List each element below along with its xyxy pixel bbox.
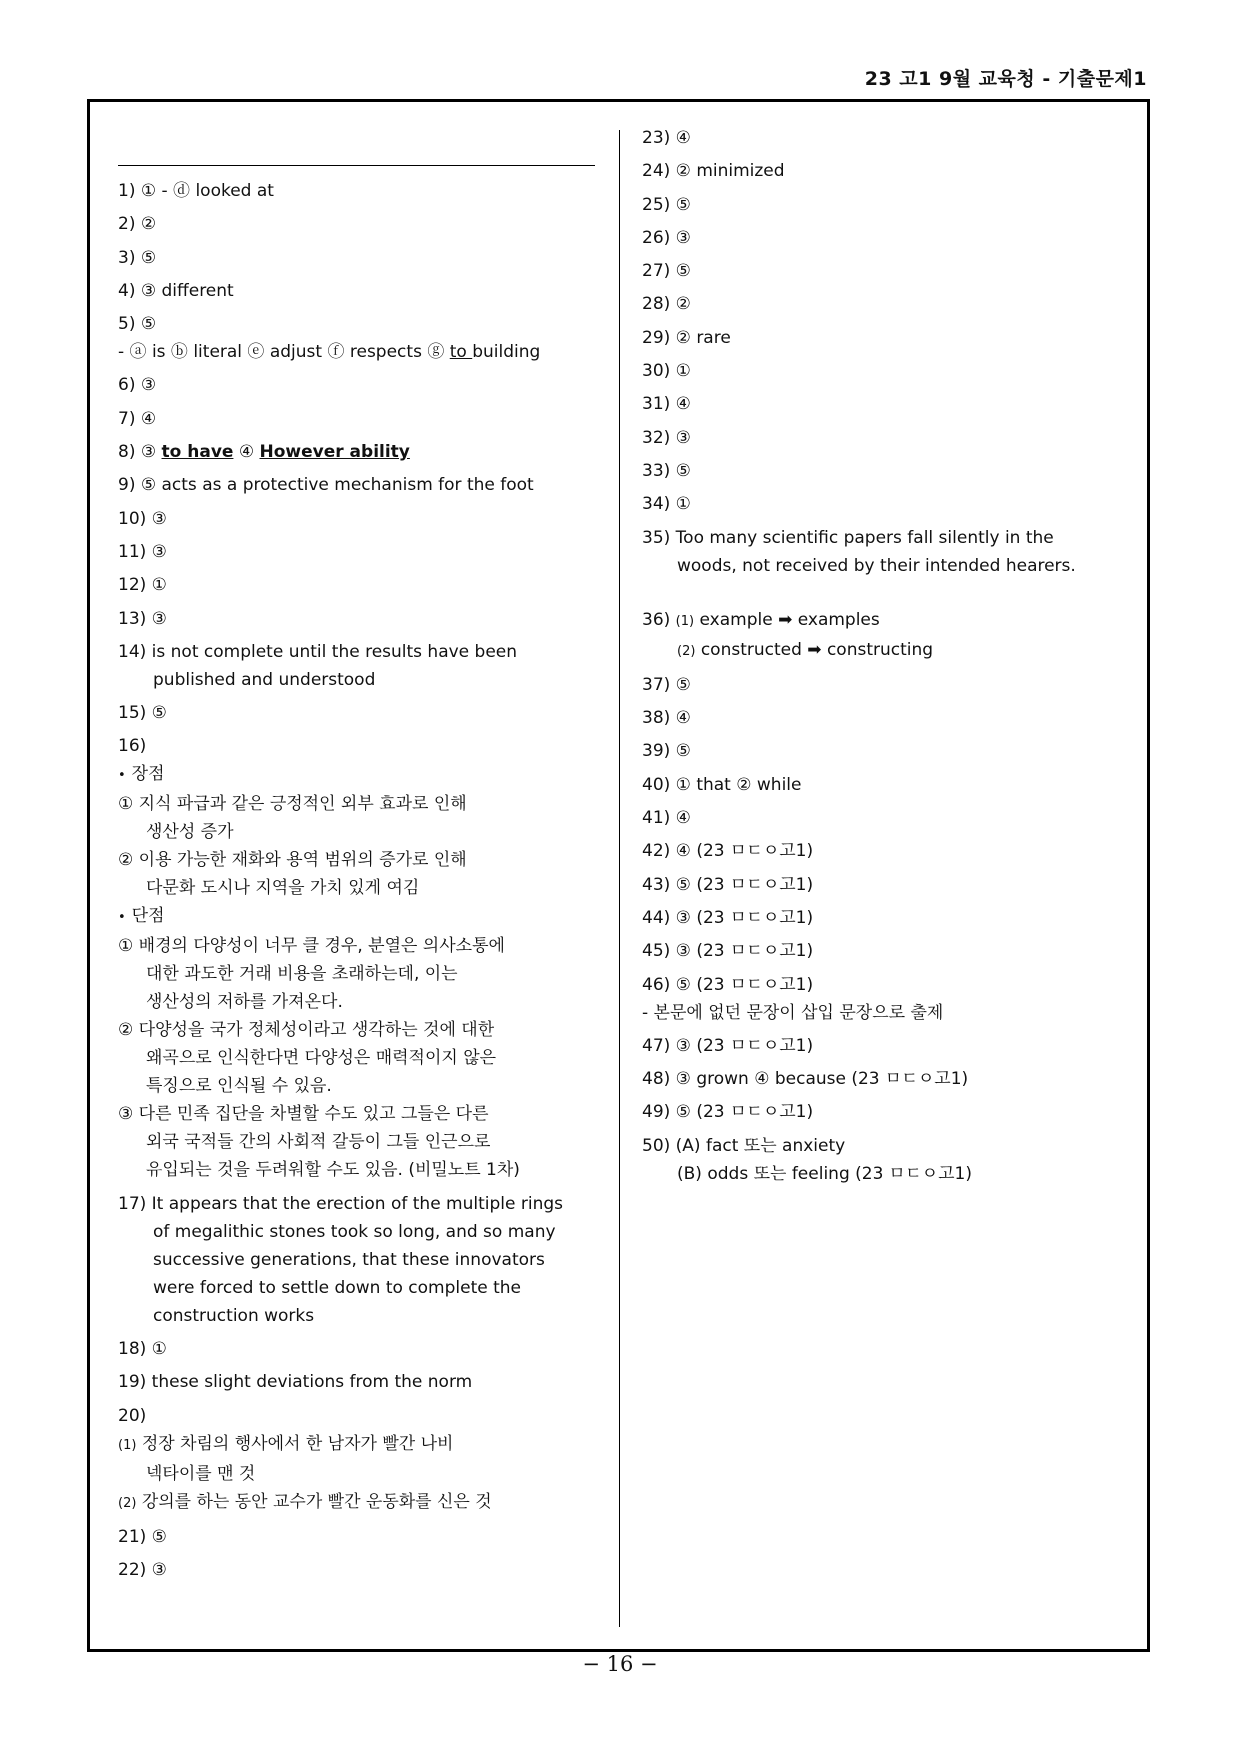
answer-column-right xyxy=(642,124,1112,1188)
answer-number: 45) xyxy=(642,941,671,962)
answer-text: ⑤ xyxy=(151,1526,167,1547)
bullet-icon: • xyxy=(118,768,126,784)
answer-number: 50) xyxy=(642,1135,671,1156)
answer-46 xyxy=(642,971,1112,999)
answer-text: ④ (23 ㅁㄷㅇ고1) xyxy=(675,841,814,862)
answer-text: ① that ② while xyxy=(675,774,802,795)
answer-number: 31) xyxy=(642,394,671,415)
answer-number: 33) xyxy=(642,460,671,481)
answer-36-item-2 xyxy=(642,636,1112,666)
answer-17-continued: successive generations, that these innovators xyxy=(153,1249,545,1270)
answer-15 xyxy=(118,699,608,727)
answer-46-note: - 본문에 없던 문장이 삽입 문장으로 출제 xyxy=(642,1002,944,1023)
cons-label: 단점 xyxy=(131,906,165,927)
answer-27 xyxy=(642,257,1112,285)
choice-mark: ④ xyxy=(238,442,255,463)
answer-text: ⑤ xyxy=(675,261,691,282)
answer-text: these slight deviations from the norm xyxy=(151,1372,473,1393)
answer-37 xyxy=(642,671,1112,699)
answer-text: ② xyxy=(675,294,691,315)
answer-26 xyxy=(642,224,1112,252)
answer-number: 6) xyxy=(118,375,136,396)
pros-label: 장점 xyxy=(131,764,165,785)
item-mark: (1) xyxy=(675,613,695,629)
cons-item-3 xyxy=(118,1100,608,1128)
spacer xyxy=(642,580,1112,606)
cons-item-2 xyxy=(118,1016,608,1044)
answer-number: 37) xyxy=(642,674,671,695)
answer-text: ③ grown ④ because (23 ㅁㄷㅇ고1) xyxy=(675,1069,969,1090)
choice-mark: ③ xyxy=(118,1104,134,1125)
answer-text: ⑤ xyxy=(140,314,157,335)
answer-number: 4) xyxy=(118,280,136,301)
answer-number: 21) xyxy=(118,1526,147,1547)
answer-44 xyxy=(642,904,1112,932)
answer-50-continued: (B) odds 또는 feeling (23 ㅁㄷㅇ고1) xyxy=(677,1163,972,1184)
pros-item-2-continued: 다문화 도시나 지역을 가치 있게 여김 xyxy=(146,878,420,899)
answer-number: 9) xyxy=(118,475,136,496)
answer-4 xyxy=(118,277,608,305)
answer-text: ⑤ (23 ㅁㄷㅇ고1) xyxy=(675,1102,814,1123)
item-text: 이용 가능한 재화와 용역 범위의 증가로 인해 xyxy=(138,850,467,871)
note-text: building xyxy=(472,342,541,363)
answer-number: 46) xyxy=(642,974,671,995)
cons-heading xyxy=(118,902,608,932)
column-divider xyxy=(619,130,620,1627)
cons-item-3-continued: 외국 국적들 간의 사회적 갈등이 그들 인근으로 xyxy=(146,1132,491,1153)
choice-mark: ② xyxy=(118,850,134,871)
answer-text: ④ xyxy=(675,708,691,729)
answer-25 xyxy=(642,191,1112,219)
answer-7 xyxy=(118,405,608,433)
answer-39 xyxy=(642,737,1112,765)
answer-12 xyxy=(118,571,608,599)
answer-43 xyxy=(642,871,1112,899)
answer-column-left xyxy=(118,177,608,1590)
choice-mark: ① xyxy=(118,936,134,957)
answer-6 xyxy=(118,371,608,399)
answer-20 xyxy=(118,1402,608,1430)
answer-31 xyxy=(642,390,1112,418)
answer-text: is not complete until the results have been xyxy=(151,641,518,662)
answer-5-note xyxy=(118,338,608,366)
answer-number: 8) xyxy=(118,442,136,463)
answer-41 xyxy=(642,804,1112,832)
answer-22 xyxy=(118,1556,608,1584)
answer-text: ③ xyxy=(140,375,157,396)
answer-number: 7) xyxy=(118,408,136,429)
pros-item-1-continued: 생산성 증가 xyxy=(146,822,234,843)
answer-13 xyxy=(118,605,608,633)
cons-item-2-continued: 왜곡으로 인식한다면 다양성은 매력적이지 않은 xyxy=(146,1048,497,1069)
page-header-title: 23 고1 9월 교육청 - 기출문제1 xyxy=(864,68,1147,90)
answer-text: ③ (23 ㅁㄷㅇ고1) xyxy=(675,941,814,962)
note-text: - ⓐ is ⓑ literal ⓔ adjust ⓕ respects ⓖ xyxy=(118,342,450,363)
header-rule xyxy=(118,165,595,166)
underlined-answer: to have xyxy=(161,442,234,463)
answer-number: 35) xyxy=(642,527,671,548)
answer-number: 20) xyxy=(118,1405,147,1426)
item-text: 배경의 다양성이 너무 클 경우, 분열은 의사소통에 xyxy=(138,936,505,957)
answer-text: ④ xyxy=(675,394,691,415)
answer-16 xyxy=(118,732,608,760)
cons-item-1 xyxy=(118,932,608,960)
answer-text: ③ xyxy=(151,1560,167,1581)
underlined-text: to xyxy=(449,342,473,363)
answer-20-item-1-continued: 넥타이를 맨 것 xyxy=(146,1463,256,1484)
answer-text: ③ (23 ㅁㄷㅇ고1) xyxy=(675,907,814,928)
answer-text: ④ xyxy=(140,408,157,429)
answer-47 xyxy=(642,1032,1112,1060)
answer-number: 26) xyxy=(642,227,671,248)
answer-18 xyxy=(118,1335,608,1363)
answer-text: ⑤ xyxy=(151,703,167,724)
answer-number: 3) xyxy=(118,247,136,268)
answer-number: 27) xyxy=(642,261,671,282)
pros-item-1 xyxy=(118,790,608,818)
answer-text: ① - ⓓ looked at xyxy=(140,181,274,201)
item-text: 정장 차림의 행사에서 한 남자가 빨간 나비 xyxy=(141,1433,454,1454)
answer-number: 17) xyxy=(118,1193,147,1214)
answer-10 xyxy=(118,505,608,533)
answer-text: ① xyxy=(151,575,167,596)
answer-number: 42) xyxy=(642,841,671,862)
answer-30 xyxy=(642,357,1112,385)
answer-34 xyxy=(642,490,1112,518)
answer-text: (A) fact 또는 anxiety xyxy=(675,1135,846,1156)
answer-number: 28) xyxy=(642,294,671,315)
item-mark: (2) xyxy=(677,643,696,659)
answer-42 xyxy=(642,837,1112,865)
answer-text: ⑤ xyxy=(675,674,691,695)
item-text: 지식 파급과 같은 긍정적인 외부 효과로 인해 xyxy=(138,794,467,815)
answer-number: 24) xyxy=(642,161,671,182)
answer-number: 44) xyxy=(642,907,671,928)
answer-number: 25) xyxy=(642,194,671,215)
answer-number: 39) xyxy=(642,741,671,762)
answer-text: ⑤ acts as a protective mechanism for the foot xyxy=(140,475,534,496)
answer-28 xyxy=(642,290,1112,318)
answer-5 xyxy=(118,310,608,338)
answer-number: 19) xyxy=(118,1372,147,1393)
answer-17-continued: construction works xyxy=(153,1305,315,1326)
cons-item-3-continued: 유입되는 것을 두려워할 수도 있음. (비밀노트 1차) xyxy=(146,1160,520,1181)
answer-40 xyxy=(642,771,1112,799)
answer-number: 10) xyxy=(118,508,147,529)
answer-number: 15) xyxy=(118,703,147,724)
answer-number: 16) xyxy=(118,736,147,757)
choice-mark: ① xyxy=(118,794,134,815)
answer-number: 40) xyxy=(642,774,671,795)
choice-mark: ③ xyxy=(140,442,157,463)
answer-number: 34) xyxy=(642,494,671,515)
answer-48 xyxy=(642,1065,1112,1093)
answer-45 xyxy=(642,937,1112,965)
answer-29 xyxy=(642,324,1112,352)
item-text: constructed ➡ constructing xyxy=(700,639,934,660)
answer-number: 2) xyxy=(118,214,136,235)
answer-number: 36) xyxy=(642,609,671,630)
answer-text: ③ xyxy=(151,508,167,529)
answer-number: 47) xyxy=(642,1035,671,1056)
answer-38 xyxy=(642,704,1112,732)
answer-number: 29) xyxy=(642,327,671,348)
answer-text: ⑤ xyxy=(675,194,691,215)
bullet-icon: • xyxy=(118,910,126,926)
item-text: 다양성을 국가 정체성이라고 생각하는 것에 대한 xyxy=(138,1020,495,1041)
answer-text: ① xyxy=(151,1339,167,1360)
item-text: example ➡ examples xyxy=(699,609,880,630)
item-mark: (1) xyxy=(118,1437,137,1453)
answer-text: ① xyxy=(675,361,691,382)
item-text: 다른 민족 집단을 차별할 수도 있고 그들은 다른 xyxy=(138,1104,489,1125)
answer-8 xyxy=(118,438,608,466)
answer-number: 38) xyxy=(642,708,671,729)
item-mark: (2) xyxy=(118,1495,137,1511)
answer-text: ③ xyxy=(675,427,691,448)
answer-number: 18) xyxy=(118,1339,147,1360)
answer-text: ③ xyxy=(151,541,167,562)
answer-text: It appears that the erection of the multiple rings xyxy=(151,1193,564,1214)
answer-11 xyxy=(118,538,608,566)
answer-number: 5) xyxy=(118,314,136,335)
answer-text: ④ xyxy=(675,808,691,829)
answer-number: 11) xyxy=(118,541,147,562)
answer-17-continued: were forced to settle down to complete the xyxy=(153,1277,521,1298)
answer-36 xyxy=(642,606,1112,636)
answer-text: ⑤ (23 ㅁㄷㅇ고1) xyxy=(675,974,814,995)
answer-14 xyxy=(118,638,608,666)
answer-text: ② rare xyxy=(675,327,731,348)
answer-35 xyxy=(642,524,1112,552)
answer-35-continued: woods, not received by their intended hearers. xyxy=(677,555,1076,576)
answer-23 xyxy=(642,124,1112,152)
answer-text: ⑤ xyxy=(675,741,691,762)
answer-text: ④ xyxy=(675,128,691,148)
pros-item-2 xyxy=(118,846,608,874)
answer-24 xyxy=(642,157,1112,185)
answer-14-continued: published and understood xyxy=(153,669,376,690)
answer-3 xyxy=(118,244,608,272)
answer-text: ⑤ xyxy=(140,247,157,268)
pros-heading xyxy=(118,760,608,790)
answer-text: ⑤ xyxy=(675,460,691,481)
answer-19 xyxy=(118,1368,608,1396)
answer-number: 1) xyxy=(118,181,136,201)
page-number: − 16 − xyxy=(582,1652,658,1676)
answer-number: 23) xyxy=(642,128,671,148)
cons-item-1-continued: 대한 과도한 거래 비용을 초래하는데, 이는 xyxy=(146,964,458,985)
answer-text: ⑤ (23 ㅁㄷㅇ고1) xyxy=(675,874,814,895)
answer-20-item-2 xyxy=(118,1488,608,1518)
answer-2 xyxy=(118,210,608,238)
answer-9 xyxy=(118,471,608,499)
answer-33 xyxy=(642,457,1112,485)
answer-17 xyxy=(118,1190,608,1218)
answer-number: 49) xyxy=(642,1102,671,1123)
answer-20-item-1 xyxy=(118,1430,608,1460)
answer-number: 48) xyxy=(642,1069,671,1090)
answer-number: 13) xyxy=(118,608,147,629)
item-text: 강의를 하는 동안 교수가 빨간 운동화를 신은 것 xyxy=(141,1491,492,1512)
cons-item-1-continued: 생산성의 저하를 가져온다. xyxy=(146,992,343,1013)
answer-text: ① xyxy=(675,494,691,515)
answer-number: 32) xyxy=(642,427,671,448)
answer-text: ② minimized xyxy=(675,161,785,182)
choice-mark: ② xyxy=(118,1020,134,1041)
answer-17-continued: of megalithic stones took so long, and so many xyxy=(153,1221,556,1242)
answer-text: ② xyxy=(140,214,157,235)
answer-number: 12) xyxy=(118,575,147,596)
answer-text: ③ xyxy=(151,608,167,629)
answer-number: 43) xyxy=(642,874,671,895)
answer-21 xyxy=(118,1523,608,1551)
answer-number: 41) xyxy=(642,808,671,829)
answer-text: ③ (23 ㅁㄷㅇ고1) xyxy=(675,1035,814,1056)
answer-number: 22) xyxy=(118,1560,147,1581)
answer-text: ③ different xyxy=(140,280,234,301)
answer-text: Too many scientific papers fall silently in the xyxy=(675,527,1054,548)
answer-32 xyxy=(642,424,1112,452)
answer-number: 30) xyxy=(642,361,671,382)
underlined-answer: However ability xyxy=(259,442,410,463)
answer-text: ③ xyxy=(675,227,691,248)
cons-item-2-continued: 특징으로 인식될 수 있음. xyxy=(146,1076,332,1097)
answer-49 xyxy=(642,1098,1112,1126)
answer-number: 14) xyxy=(118,641,147,662)
answer-1 xyxy=(118,177,608,205)
answer-50 xyxy=(642,1132,1112,1160)
